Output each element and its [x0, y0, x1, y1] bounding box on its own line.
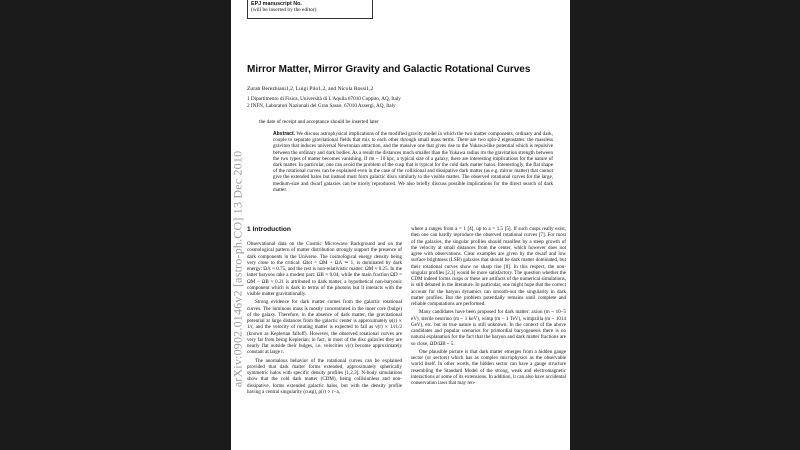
- paragraph: The anomalous behavior of the rotational curves can be explained provided that dark matter forms extended, approximately spherically symmetric halos with specific density profiles [1,2,3]. N-body simulations show that the cold dark matter (CDM), being collisionless and non-dissipative, forms extended galactic halos, but with the density profile having a central singularity (cusp), ρ(r) ∝ r−a,: [247, 357, 402, 395]
- paper-page: [231, 0, 570, 450]
- paragraph: One plausible picture is that dark matter emerges from a hidden gauge sector (or sectors) which has as complex microphysics as the observable world itself. In other words, the hidden sector can have a gauge structure resembling the Standard Model of the strong, weak and electromagnetic interactions or some of its extensions. In addition, it can also have accidental conservation laws that may ren-: [411, 348, 567, 386]
- arxiv-stamp: [230, 118, 246, 420]
- affiliation-2: 2 INFN, Laboratori Nazionali del Gran Sasso, 67010 Assergi, AQ, Italy: [247, 103, 396, 109]
- abstract: [273, 131, 553, 193]
- left-column: [247, 241, 402, 395]
- affiliation-1: 1 Dipartimento di Fisica, Università di L'Aquila 67010 Coppito, AQ, Italy: [247, 96, 401, 102]
- paragraph: where a ranges from a = 1 [4], up to a = 1.5 [5]. If such cusps really exist, then one can hardly reproduce the observed rotational curves [7]. For most of the galaxies, the singular profiles should manifest by a steep growth of the velocity at small distances from the center, which however does not agree with observations. Clear examples are given by the dwarf and low surface brightness (LSB) galaxies that should be dark matter dominated, but their rotational curves show no sharp rise [8]. In this respect, the non-singular profiles [2,3] would be more satisfactory. The question whether the CDM indeed forms cusps or these are artifacts of the numerical simulations, is still debated in the literature. In particular, one might hope that the correct account for the baryon dynamics can smooth-out the singularity in dark matter profiles. But the problem potentially remains until complete and reliable computations are performed.: [411, 226, 566, 307]
- abstract-label: Abstract.: [273, 131, 296, 137]
- arxiv-id: arXiv:0902.0146v2 [astro-ph.CO] 13 Dec 2010: [230, 150, 245, 388]
- journal-label: EPJ manuscript No.: [251, 1, 302, 7]
- authors: Zurab Berezhiani1,2, Luigi Pilo1,2, and Nicola Rossi1,2: [247, 86, 374, 92]
- paragraph: Many candidates have been proposed for dark matter: axion (m ~ 10−5 eV), sterile neutrino (m ~ 1 keV), wimp (m ~ 1 TeV), wimpzilla (m ~ 1014 GeV), etc. but its true nature is still unknown. In the context of the above candidates and popular scenarios for primordial baryogenesis there is no natural explanation for the fact that the baryon and dark matter fractions are so close, ΩD/ΩB ~ 5.: [411, 309, 566, 347]
- paragraph: Observational data on the Cosmic Microwave Background and on the cosmological pattern of matter distribution strongly support the presence of dark components in the Universe. The cosmological energy density being very close to the critical: Ωtot = ΩM + ΩΛ ≃ 1, is dominated by dark energy: ΩΛ ≈ 0.75, and the rest is non-relativistic matter: ΩM ≈ 0.25. In the latter baryons take a modest part: ΩB ≈ 0.04, while the main fraction ΩD = ΩM − ΩB ≈ 0.21 is attributed to dark matter, a hypothetical non-baryonic component which is dark in terms of the photons but it interacts with the visible matter gravitationally.: [247, 241, 402, 297]
- section-title: 1 Introduction: [247, 226, 291, 233]
- received-note: the date of receipt and acceptance should be inserted later: [259, 119, 379, 125]
- epj-manuscript-box: [247, 0, 373, 19]
- abstract-text: We discuss astrophysical implications of the modified gravity model in which the two matter components, ordinary and dark, couple to separate gravitational fields that mix to each other through small mass terms. There are two spin-2 eigenstates: the massless graviton that induces universal Newtonian attraction, and the massive one that gives rise to the Yukawa-like potential which is repulsive between the ordinary and dark bodies. As a result the distances much smaller than the Yukawa radius rm the gravitation strength between the two types of matter becomes vanishing. If rm ~ 10 kpc, a typical size of a galaxy, there are interesting implications for the nature of dark matter. In particular, one can avoid the problem of the cusp that is typical for the cold dark matter halos. Interestingly, the flat shape of the rotational curves can be explained even in the case of the collisional and dissipative dark matter (as e.g. mirror matter) that cannot give the extended halos but instead must form galactic discs similarly to the visible matter. The observed rotational curves for the large, medium-size and dwarf galaxies can be nicely reproduced. We also briefly discuss possible implications for the direct search of dark matter.: [273, 131, 553, 193]
- paper-title: Mirror Matter, Mirror Gravity and Galactic Rotational Curves: [247, 64, 531, 75]
- editor-note: (will be inserted by the editor): [251, 7, 317, 14]
- right-column: [411, 226, 566, 386]
- paragraph: Strong evidence for dark matter comes from the galactic rotational curves. The luminous mass is mostly concentrated in the inner core (bulge) of the galaxy. Therefore, in the absence of dark matter, the gravitational potential at large distances from the galactic center is approximately φ(r) ∝ 1/r, and the velocity of rotating matter is expected to fall as v(r) ∝ 1/r1/2 (known as Keplerian falloff). However, the observed rotational curves are very far from being Keplerian; in fact, in most of the disc galaxies they are nearly flat outside their bulges, i.e. velocities v(r) become approximately constant at large r.: [247, 299, 402, 356]
